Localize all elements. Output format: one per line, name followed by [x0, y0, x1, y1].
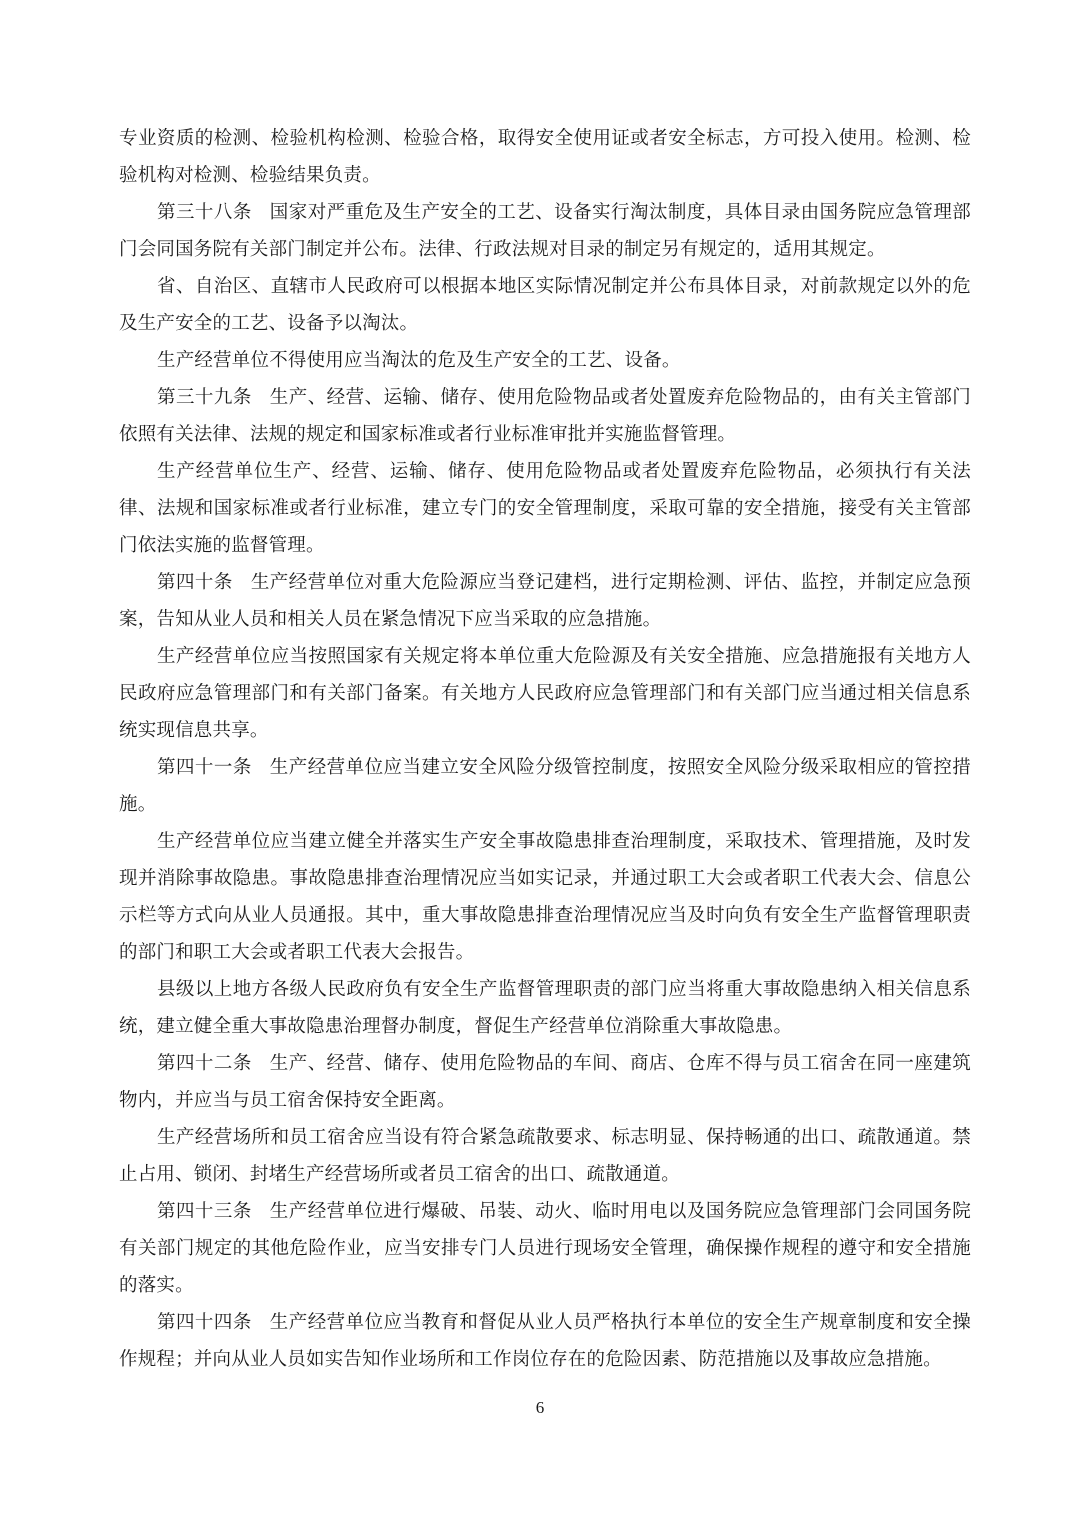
paragraph-text: 生产经营单位生产、经营、运输、储存、使用危险物品或者处置废弃危险物品，必须执行有关法律、法规和国家标准或者行业标准，建立专门的安全管理制度，采取可靠的安全措施，接受有关主管部门依法实施的监督管理。: [119, 461, 971, 556]
article-paragraph: [119, 194, 971, 268]
article-number: 第三十九条: [157, 387, 252, 408]
paragraph-text: 生产经营单位不得使用应当淘汰的危及生产安全的工艺、设备。: [157, 350, 681, 371]
body-paragraph: [119, 1119, 971, 1193]
paragraph-text: 生产经营单位进行爆破、吊装、动火、临时用电以及国务院应急管理部门会同国务院有关部门规定的其他危险作业，应当安排专门人员进行现场安全管理，确保操作规程的遵守和安全措施的落实。: [119, 1201, 971, 1296]
paragraph-text: 生产经营单位对重大危险源应当登记建档，进行定期检测、评估、监控，并制定应急预案，告知从业人员和相关人员在紧急情况下应当采取的应急措施。: [119, 572, 971, 630]
paragraph-text: 生产经营单位应当建立安全风险分级管控制度，按照安全风险分级采取相应的管控措施。: [119, 757, 971, 815]
article-number: 第四十二条: [157, 1053, 252, 1074]
article-number: 第三十八条: [157, 202, 252, 223]
article-paragraph: [119, 1045, 971, 1119]
article-paragraph: [119, 379, 971, 453]
page-number: 6: [535, 1398, 545, 1417]
paragraph-text: 生产、经营、运输、储存、使用危险物品或者处置废弃危险物品的，由有关主管部门依照有关法律、法规的规定和国家标准或者行业标准审批并实施监督管理。: [119, 387, 971, 445]
article-number: 第四十四条: [157, 1312, 252, 1333]
body-paragraph: [119, 120, 971, 194]
paragraph-text: 生产经营单位应当建立健全并落实生产安全事故隐患排查治理制度，采取技术、管理措施，及时发现并消除事故隐患。事故隐患排查治理情况应当如实记录，并通过职工大会或者职工代表大会、信息公示栏等方式向从业人员通报。其中，重大事故隐患排查治理情况应当及时向负有安全生产监督管理职责的部门和职工大会或者职工代表大会报告。: [119, 831, 971, 963]
paragraph-text: 国家对严重危及生产安全的工艺、设备实行淘汰制度，具体目录由国务院应急管理部门会同国务院有关部门制定并公布。法律、行政法规对目录的制定另有规定的，适用其规定。: [119, 202, 971, 260]
body-paragraph: [119, 638, 971, 749]
article-paragraph: [119, 1193, 971, 1304]
document-body: [119, 120, 971, 1378]
paragraph-text: 县级以上地方各级人民政府负有安全生产监督管理职责的部门应当将重大事故隐患纳入相关信息系统，建立健全重大事故隐患治理督办制度，督促生产经营单位消除重大事故隐患。: [119, 979, 971, 1037]
article-paragraph: [119, 564, 971, 638]
body-paragraph: [119, 268, 971, 342]
paragraph-text: 生产、经营、储存、使用危险物品的车间、商店、仓库不得与员工宿舍在同一座建筑物内，并应当与员工宿舍保持安全距离。: [119, 1053, 971, 1111]
article-paragraph: [119, 1304, 971, 1378]
article-number: 第四十条: [157, 572, 233, 593]
paragraph-text: 专业资质的检测、检验机构检测、检验合格，取得安全使用证或者安全标志，方可投入使用。检测、检验机构对检测、检验结果负责。: [119, 128, 971, 186]
article-number: 第四十三条: [157, 1201, 252, 1222]
paragraph-text: 省、自治区、直辖市人民政府可以根据本地区实际情况制定并公布具体目录，对前款规定以外的危及生产安全的工艺、设备予以淘汰。: [119, 276, 971, 334]
body-paragraph: [119, 823, 971, 971]
body-paragraph: [119, 971, 971, 1045]
paragraph-text: 生产经营单位应当教育和督促从业人员严格执行本单位的安全生产规章制度和安全操作规程；并向从业人员如实告知作业场所和工作岗位存在的危险因素、防范措施以及事故应急措施。: [119, 1312, 971, 1370]
article-paragraph: [119, 749, 971, 823]
body-paragraph: [119, 342, 971, 379]
paragraph-text: 生产经营单位应当按照国家有关规定将本单位重大危险源及有关安全措施、应急措施报有关地方人民政府应急管理部门和有关部门备案。有关地方人民政府应急管理部门和有关部门应当通过相关信息系统实现信息共享。: [119, 646, 971, 741]
body-paragraph: [119, 453, 971, 564]
article-number: 第四十一条: [157, 757, 252, 778]
paragraph-text: 生产经营场所和员工宿舍应当设有符合紧急疏散要求、标志明显、保持畅通的出口、疏散通道。禁止占用、锁闭、封堵生产经营场所或者员工宿舍的出口、疏散通道。: [119, 1127, 971, 1185]
